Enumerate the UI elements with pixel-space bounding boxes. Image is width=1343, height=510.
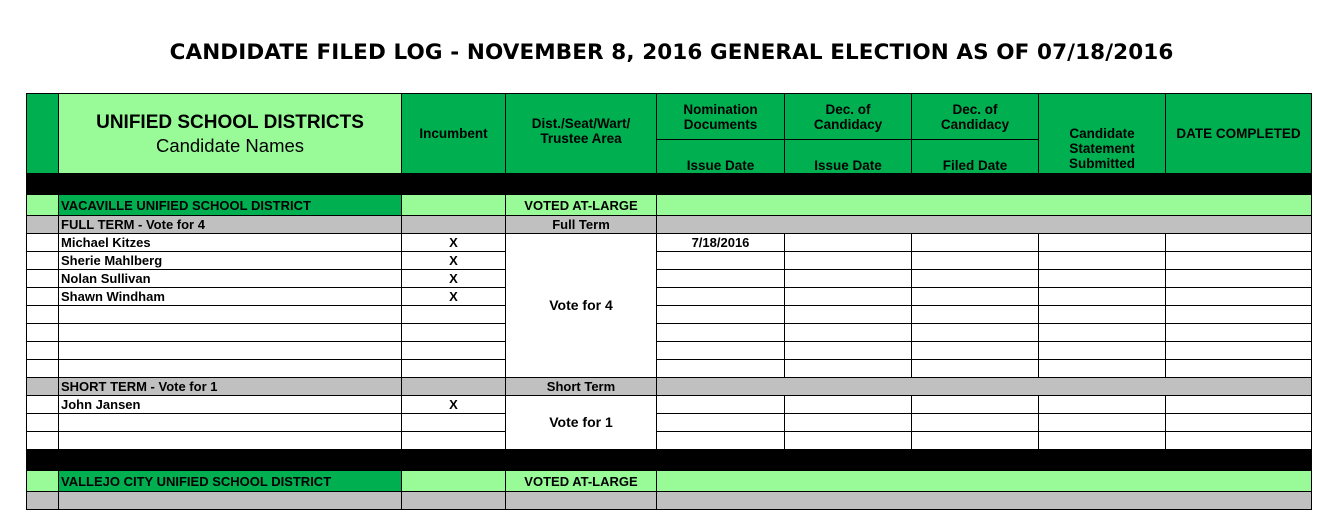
- cell: [402, 432, 506, 450]
- cell: [59, 360, 402, 378]
- separator-bar: [27, 174, 1312, 195]
- cell: [59, 324, 402, 342]
- cell: [657, 324, 785, 342]
- district-voted: VOTED AT-LARGE: [506, 195, 657, 216]
- header-dist-line2: Trustee Area: [540, 131, 622, 146]
- full-term-label: FULL TERM - Vote for 4: [59, 216, 402, 234]
- row-left: [27, 270, 59, 288]
- cell: [1039, 306, 1166, 324]
- row-left: [27, 414, 59, 432]
- cell: [402, 342, 506, 360]
- row-left: [27, 324, 59, 342]
- term-incumbent-blank: [402, 378, 506, 396]
- cell: [785, 324, 912, 342]
- header-dec2-line1: Dec. of: [952, 101, 998, 117]
- district-incumbent-blank: [402, 471, 506, 492]
- cell: [657, 396, 785, 414]
- header-nom-line1: Nomination: [683, 101, 758, 117]
- cell: [785, 306, 912, 324]
- term-band-fill: [657, 492, 1312, 510]
- header-stmt-line3: Submitted: [1069, 156, 1135, 171]
- cell: [1166, 342, 1312, 360]
- header-nomination: [657, 94, 785, 140]
- cell: [785, 342, 912, 360]
- incumbent-mark: X: [402, 396, 506, 414]
- candidate-name: John Jansen: [59, 396, 402, 414]
- district-left-band: [27, 195, 59, 216]
- cell: [1166, 432, 1312, 450]
- cell: [657, 360, 785, 378]
- incumbent-mark: X: [402, 252, 506, 270]
- header-dec1-line2: Candidacy: [813, 116, 883, 132]
- cell: [59, 432, 402, 450]
- cell: [785, 288, 912, 306]
- header-date-completed-label: DATE COMPLETED: [1176, 126, 1301, 141]
- cell: [785, 252, 912, 270]
- cell: [785, 360, 912, 378]
- cell: [1039, 360, 1166, 378]
- cell: [1166, 252, 1312, 270]
- cell: [402, 360, 506, 378]
- cell: [657, 342, 785, 360]
- header-main-title: UNIFIED SCHOOL DISTRICTS: [96, 111, 364, 133]
- header-dec2-line2: Candidacy: [940, 116, 1010, 132]
- short-term-col: Short Term: [506, 378, 657, 396]
- cell: [402, 324, 506, 342]
- header-district-cell: [59, 94, 402, 174]
- incumbent-mark: X: [402, 234, 506, 252]
- row-left: [27, 252, 59, 270]
- header-statement: [1039, 94, 1166, 174]
- cell: [785, 234, 912, 252]
- header-incumbent-label: Incumbent: [419, 126, 488, 141]
- cell: [912, 342, 1039, 360]
- cell: [1166, 360, 1312, 378]
- cell: [912, 252, 1039, 270]
- cell: [785, 396, 912, 414]
- cell: [912, 432, 1039, 450]
- cell: [912, 414, 1039, 432]
- cell: [1166, 306, 1312, 324]
- candidate-name: Sherie Mahlberg: [59, 252, 402, 270]
- cell: [657, 306, 785, 324]
- cell: [1039, 252, 1166, 270]
- row-left: [27, 432, 59, 450]
- header-dist-line1: Dist./Seat/Wart/: [531, 116, 631, 131]
- district-band-fill: [657, 195, 1312, 216]
- term-left-band: [27, 216, 59, 234]
- incumbent-mark: X: [402, 288, 506, 306]
- cell: [1039, 396, 1166, 414]
- cell: [1166, 288, 1312, 306]
- cell: [785, 414, 912, 432]
- candidate-log-table: [26, 93, 1312, 510]
- district-name: VACAVILLE UNIFIED SCHOOL DISTRICT: [59, 195, 402, 216]
- cell: [1166, 414, 1312, 432]
- cell: [1039, 342, 1166, 360]
- district-name: VALLEJO CITY UNIFIED SCHOOL DISTRICT: [59, 471, 402, 492]
- header-stmt-line1: Candidate: [1069, 126, 1135, 141]
- term-left-band: [27, 378, 59, 396]
- row-left: [27, 342, 59, 360]
- cell: [785, 270, 912, 288]
- row-left: [27, 360, 59, 378]
- row-left: [27, 306, 59, 324]
- header-stmt-line2: Statement: [1069, 141, 1135, 156]
- candidate-name: Michael Kitzes: [59, 234, 402, 252]
- cell: [1166, 270, 1312, 288]
- term-band-fill: [657, 378, 1312, 396]
- cell: [1039, 234, 1166, 252]
- cell: [402, 492, 506, 510]
- cell: [59, 414, 402, 432]
- page-title: CANDIDATE FILED LOG - NOVEMBER 8, 2016 GENERAL ELECTION AS OF 07/18/2016: [169, 40, 1174, 65]
- header-issue-date-2: Issue Date: [785, 140, 912, 174]
- separator-bar: [27, 450, 1312, 471]
- header-dec-candidacy-2: [912, 94, 1039, 140]
- cell: [59, 342, 402, 360]
- header-filed-date: Filed Date: [912, 140, 1039, 174]
- header-dec-candidacy-1: [785, 94, 912, 140]
- cell: [912, 234, 1039, 252]
- cell: [657, 414, 785, 432]
- term-incumbent-blank: [402, 216, 506, 234]
- term-band-fill: [657, 216, 1312, 234]
- nomination-issue-date: 7/18/2016: [657, 234, 785, 252]
- cell: [912, 396, 1039, 414]
- row-left: [27, 234, 59, 252]
- cell: [912, 270, 1039, 288]
- cell: [59, 306, 402, 324]
- district-voted: VOTED AT-LARGE: [506, 471, 657, 492]
- cell: [506, 492, 657, 510]
- cell: [657, 432, 785, 450]
- row-left: [27, 288, 59, 306]
- header-dist-seat: [506, 94, 657, 174]
- candidate-name: Nolan Sullivan: [59, 270, 402, 288]
- cell: [1039, 270, 1166, 288]
- cell: [1166, 234, 1312, 252]
- district-left-band: [27, 471, 59, 492]
- header-nom-line2: Documents: [683, 116, 758, 132]
- header-incumbent: [402, 94, 506, 174]
- district-band-fill: [657, 471, 1312, 492]
- cell: [1039, 288, 1166, 306]
- cell: [657, 270, 785, 288]
- header-date-completed: [1166, 94, 1312, 174]
- cell: [912, 324, 1039, 342]
- cell: [912, 360, 1039, 378]
- full-term-col: Full Term: [506, 216, 657, 234]
- full-term-vote: Vote for 4: [506, 234, 657, 378]
- cell: [657, 252, 785, 270]
- cell: [1039, 414, 1166, 432]
- cell: [657, 288, 785, 306]
- candidate-name: Shawn Windham: [59, 288, 402, 306]
- incumbent-mark: X: [402, 270, 506, 288]
- header-left-band: [27, 94, 59, 174]
- header-dec1-line1: Dec. of: [825, 101, 871, 117]
- cell: [1039, 324, 1166, 342]
- cell: [1039, 432, 1166, 450]
- cell: [785, 432, 912, 450]
- cell: [912, 306, 1039, 324]
- short-term-label: SHORT TERM - Vote for 1: [59, 378, 402, 396]
- cell: [402, 306, 506, 324]
- header-issue-date-1: Issue Date: [657, 140, 785, 174]
- district-incumbent-blank: [402, 195, 506, 216]
- cell: [1166, 324, 1312, 342]
- row-left: [27, 396, 59, 414]
- cell: [59, 492, 402, 510]
- cell: [912, 288, 1039, 306]
- cell: [1166, 396, 1312, 414]
- header-main-subtitle: Candidate Names: [155, 134, 305, 156]
- cell: [402, 414, 506, 432]
- term-left-band: [27, 492, 59, 510]
- short-term-vote: Vote for 1: [506, 396, 657, 450]
